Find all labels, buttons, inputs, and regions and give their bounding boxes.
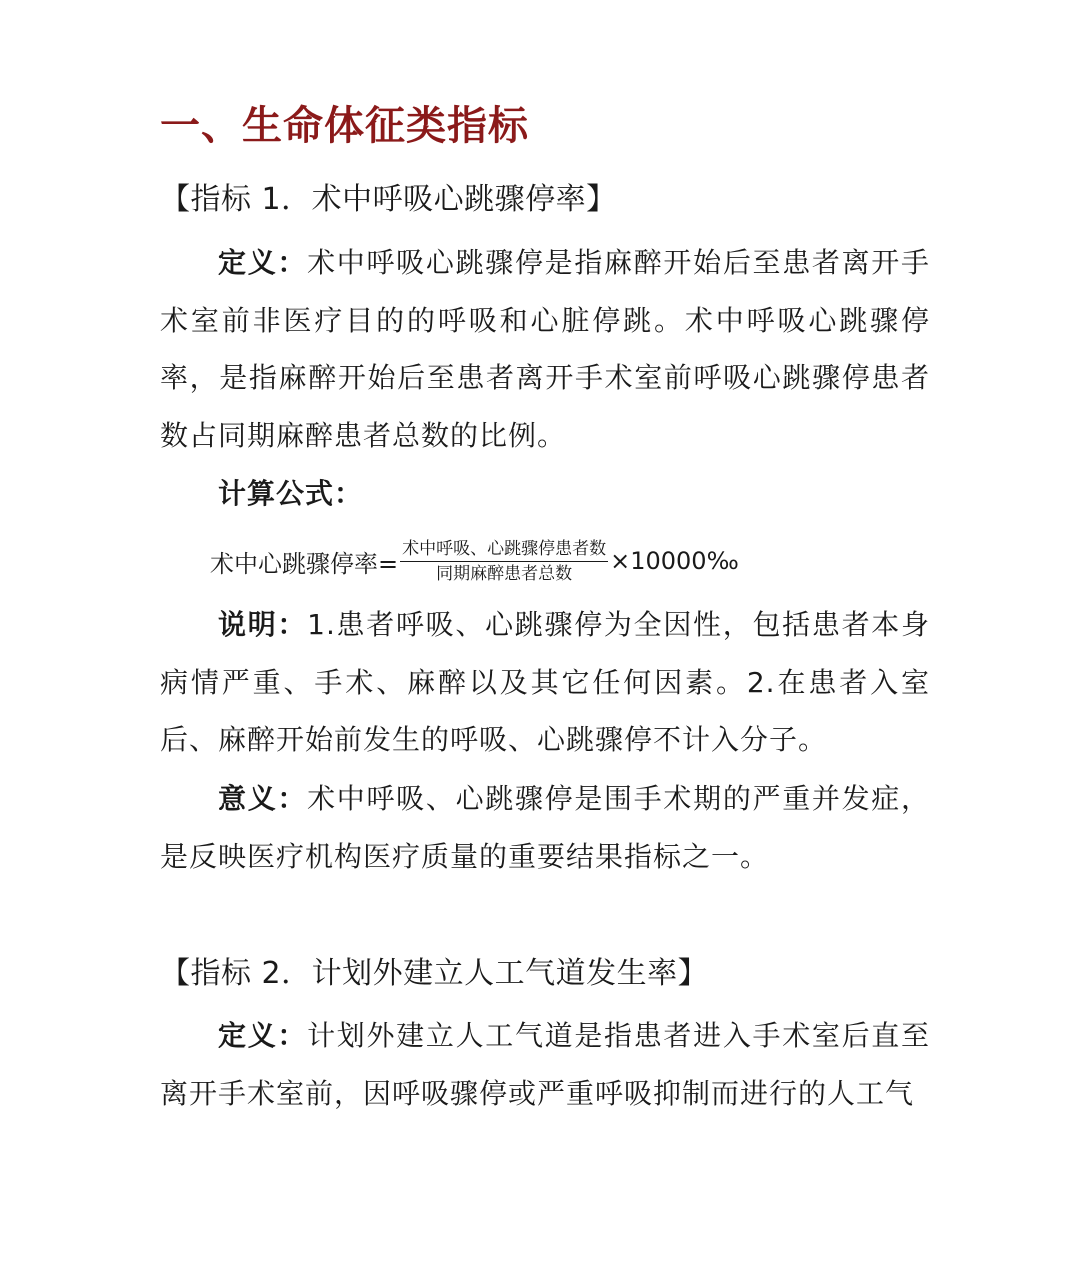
indicator-2-definition	[160, 1007, 930, 1122]
indicator-1-formula-heading	[160, 465, 930, 523]
formula-fraction	[400, 538, 608, 585]
significance-label: 意义：	[218, 782, 308, 815]
definition-label: 定义：	[218, 1019, 308, 1052]
indicator-1-explanation	[160, 596, 930, 769]
significance-text: 术中呼吸、心跳骤停是围手术期的严重并发症，是反映医疗机构医疗质量的重要结果指标之一。	[160, 782, 930, 873]
definition-label: 定义：	[218, 246, 308, 279]
formula-multiplier: ×10000‰	[610, 547, 739, 575]
formula-numerator: 术中呼吸、心跳骤停患者数	[400, 538, 608, 562]
definition-text: 术中呼吸心跳骤停是指麻醉开始后至患者离开手术室前非医疗目的的呼吸和心脏停跳。术中呼吸心跳骤停率，是指麻醉开始后至患者离开手术室前呼吸心跳骤停患者数占同期麻醉患者总数的比例。	[160, 246, 930, 452]
section-title: 一、生命体征类指标	[160, 103, 529, 149]
explanation-text: 1.患者呼吸、心跳骤停为全因性，包括患者本身病情严重、手术、麻醉以及其它任何因素。2.在患者入室后、麻醉开始前发生的呼吸、心跳骤停不计入分子。	[160, 608, 930, 756]
indicator-1-significance	[160, 770, 930, 885]
definition-text: 计划外建立人工气道是指患者进入手术室后直至离开手术室前，因呼吸骤停或严重呼吸抑制而进行的人工气	[160, 1019, 930, 1110]
formula-denominator: 同期麻醉患者总数	[436, 563, 573, 584]
formula-lhs: 术中心跳骤停率=	[210, 549, 399, 578]
formula-label: 计算公式：	[218, 477, 364, 510]
rate-formula	[210, 536, 739, 586]
indicator-2-title: 【指标 2．计划外建立人工气道发生率】	[160, 956, 709, 991]
indicator-1-definition	[160, 234, 930, 464]
indicator-1-title: 【指标 1．术中呼吸心跳骤停率】	[160, 182, 617, 217]
explanation-label: 说明：	[218, 608, 308, 641]
